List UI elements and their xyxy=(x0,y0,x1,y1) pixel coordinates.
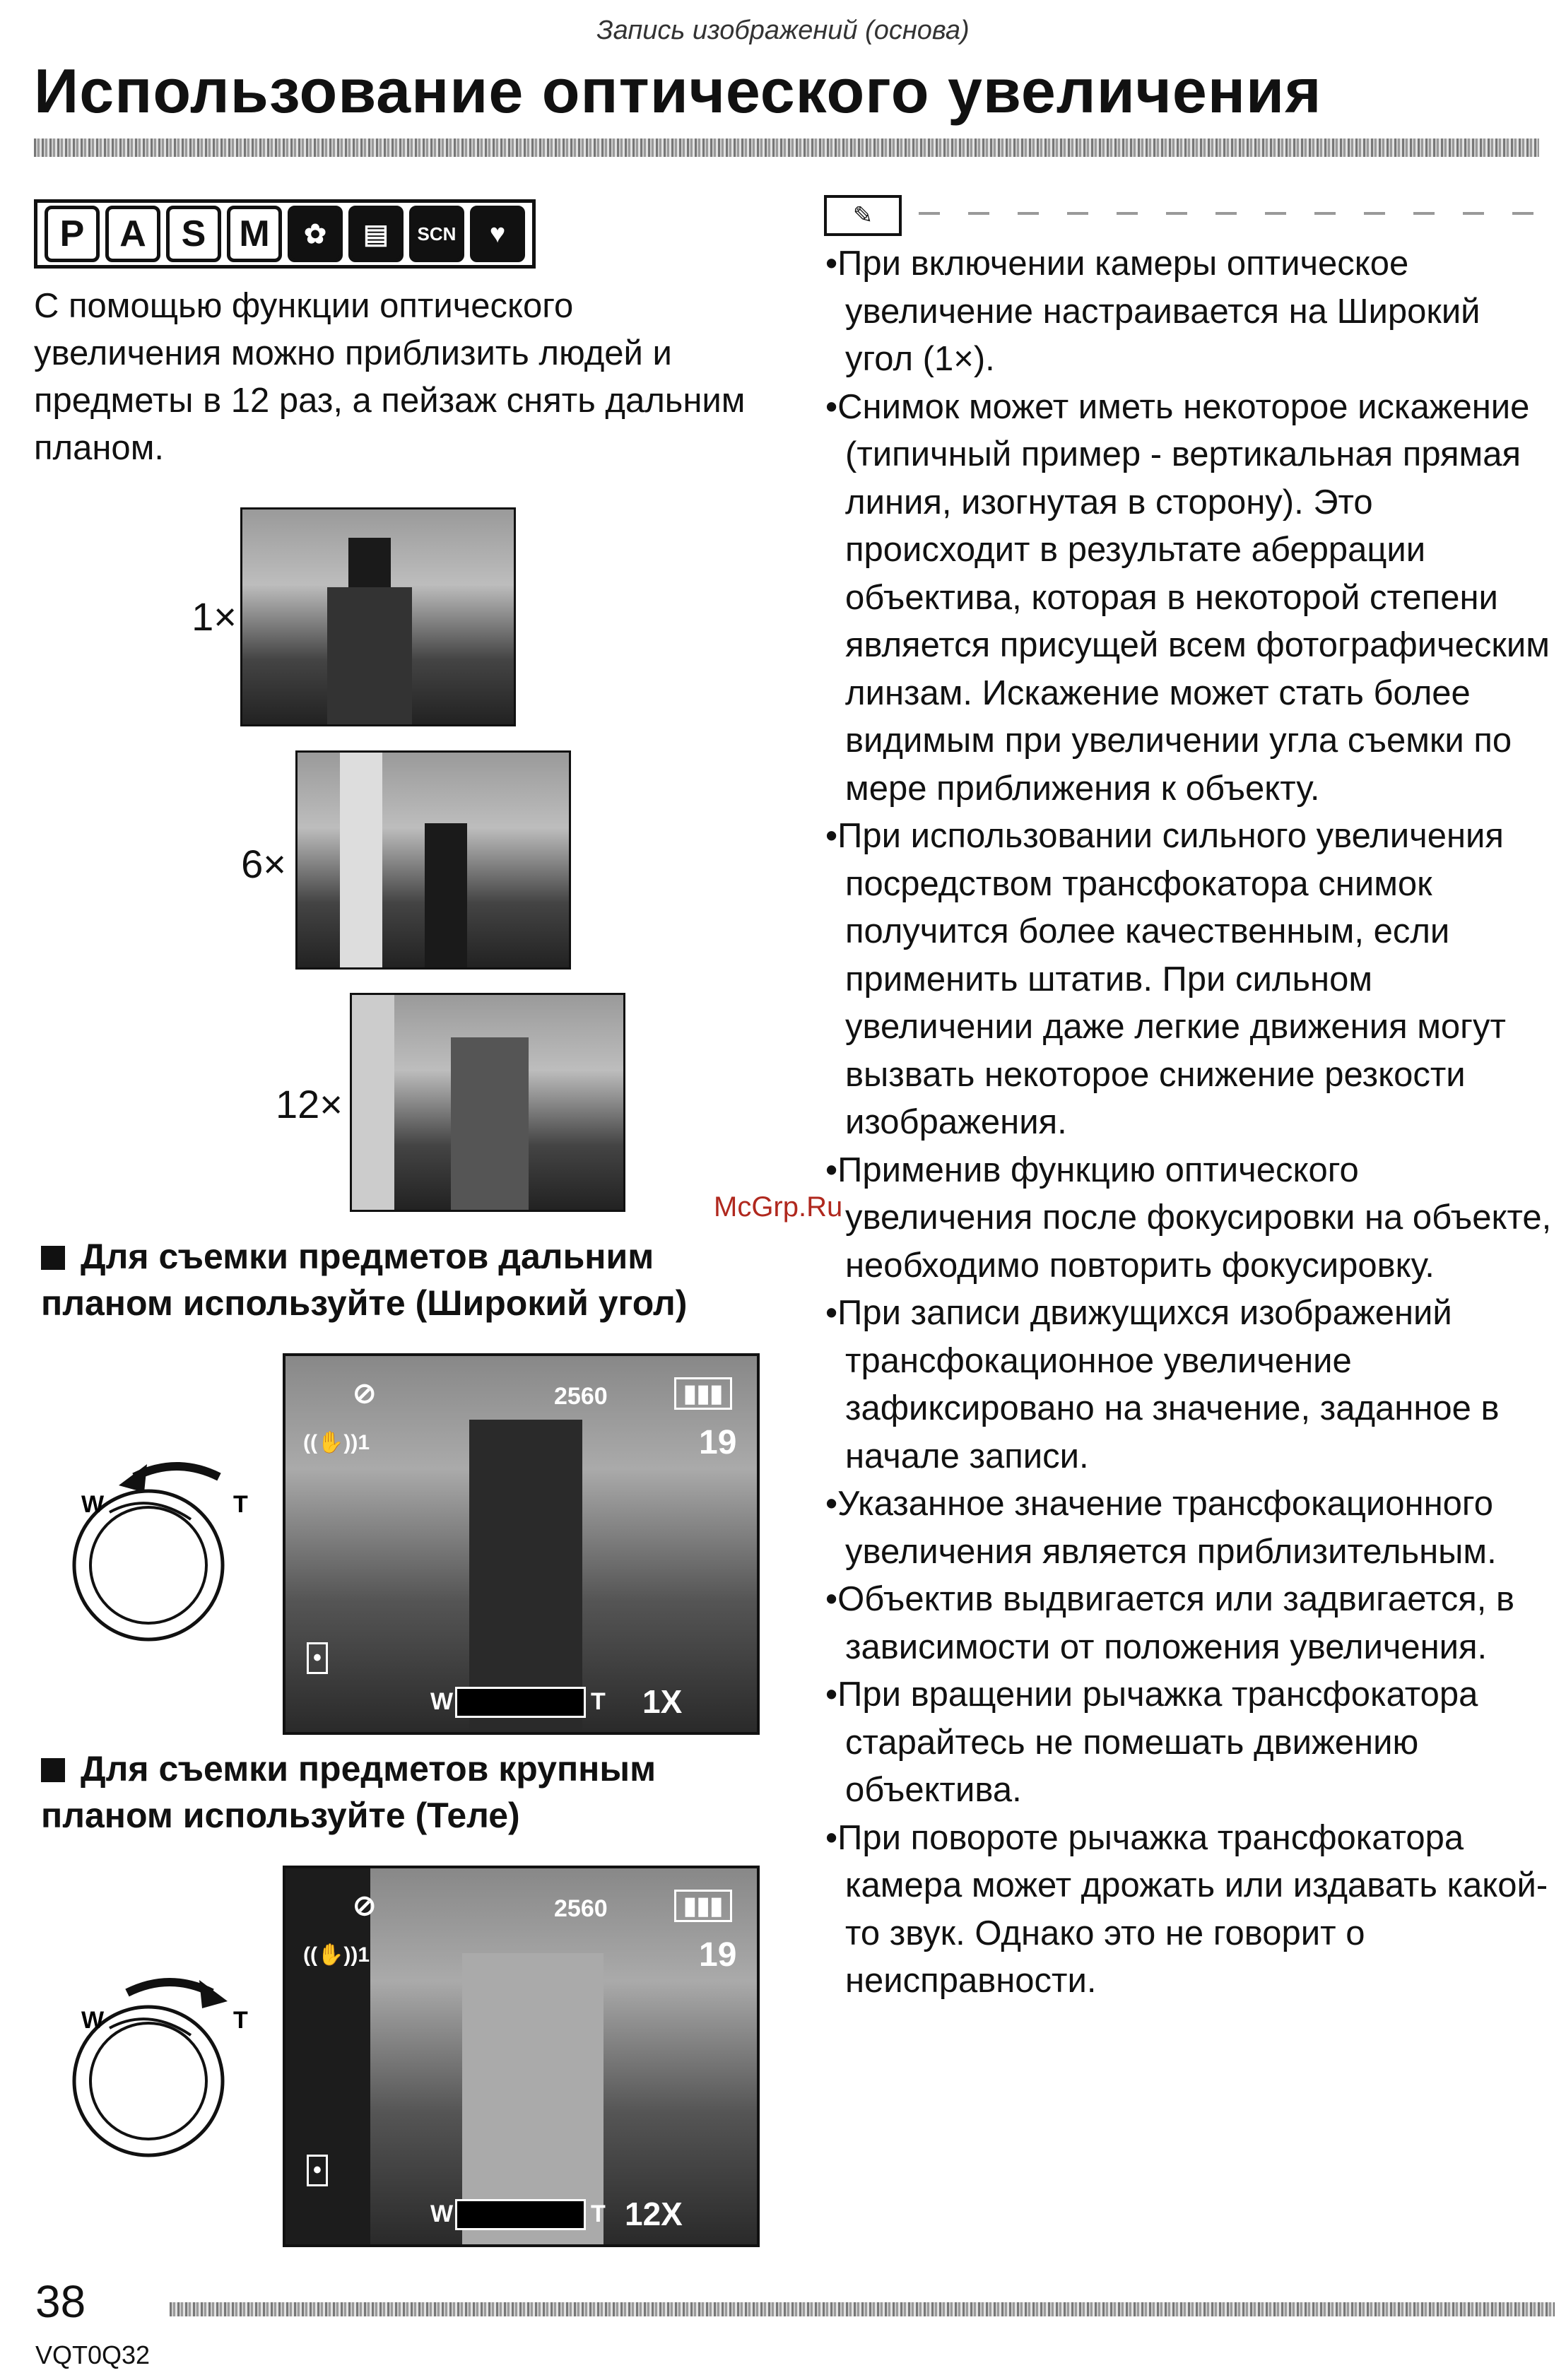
zoom-label-1x: 1× xyxy=(192,594,237,639)
notes-list xyxy=(825,240,1553,2005)
stabilizer-label: ((✋))1 xyxy=(303,1943,370,1967)
mode-s-icon: S xyxy=(166,206,221,262)
mode-icons xyxy=(34,199,536,269)
photo-6x xyxy=(295,750,571,970)
zoom-bar xyxy=(455,2199,586,2230)
svg-text:T: T xyxy=(233,1491,248,1518)
stabilizer-label: ((✋))1 xyxy=(303,1431,370,1454)
zoom-bar xyxy=(455,1687,586,1718)
bullet-square-icon xyxy=(41,1758,65,1782)
af-mode-icon: • xyxy=(307,1642,328,1674)
mode-m-icon: M xyxy=(227,206,282,262)
movie-film-icon: ▤ xyxy=(348,206,404,262)
lcd-wide xyxy=(283,1353,760,1735)
watermark: McGrp.Ru xyxy=(714,1191,843,1223)
intro-text: С помощью функции оптического увеличения можно приблизить людей и предметы в 12 раз, а пейзаж снять дальним планом. xyxy=(34,287,746,467)
note-item: •При повороте рычажка трансфокатора камера может дрожать или издавать какой-то звук. Однако это не говорит о неисправности. xyxy=(825,1818,1548,2000)
svg-text:W: W xyxy=(81,2007,105,2034)
note-item: •При записи движущихся изображений трансфокационное увеличение зафиксировано на значение, заданное в начале записи. xyxy=(825,1294,1500,1475)
zoom-lever-tele xyxy=(42,1964,254,2176)
note-item: •При использовании сильного увеличения посредством трансфокатора снимок получится более качественным, если применить штатив. При сильном увеличении даже легкие движения могут вызвать некоторое снижение резкости изображения. xyxy=(825,817,1506,1141)
page-number: 38 xyxy=(35,2276,86,2327)
memo-note-icon: ✎ xyxy=(824,195,902,236)
zoom-t-label: T xyxy=(591,1688,606,1715)
note-item: •При включении камеры оптическое увеличение настраивается на Широкий угол (1×). xyxy=(825,245,1480,378)
zoom-w-label: W xyxy=(430,1688,454,1715)
note-item: •Объектив выдвигается или задвигается, в зависимости от положения увеличения. xyxy=(825,1580,1515,1666)
battery-icon: ▮▮▮ xyxy=(674,1377,732,1410)
section-label: Запись изображений (основа) xyxy=(596,16,970,45)
zoom-w-label: W xyxy=(430,2201,454,2227)
photo-1x xyxy=(240,507,516,726)
tele-heading: Для съемки предметов крупным планом используйте (Теле) xyxy=(41,1749,657,1835)
zoom-t-label: T xyxy=(591,2201,606,2227)
title-divider xyxy=(34,139,1539,157)
svg-text:T: T xyxy=(233,2007,248,2034)
memo-divider xyxy=(919,212,1541,215)
macro-flower-icon: ✿ xyxy=(288,206,343,262)
shots-remaining: 19 xyxy=(699,1936,737,1974)
wide-heading: Для съемки предметов дальним планом используйте (Широкий угол) xyxy=(41,1237,688,1323)
note-item: •Указанное значение трансфокационного увеличения является приблизительным. xyxy=(825,1485,1497,1571)
photo-12x xyxy=(350,993,625,1212)
af-mode-icon: • xyxy=(307,2155,328,2186)
mode-p-icon: P xyxy=(45,206,100,262)
note-item: •Применив функцию оптического увеличения после фокусировки на объекте, необходимо повторить фокусировку. xyxy=(825,1150,1552,1285)
scene-scn-icon: SCN xyxy=(409,206,464,262)
resolution-label: 2560 xyxy=(554,1895,608,1922)
note-item: •При вращении рычажка трансфокатора старайтесь не помешать движению объектива. xyxy=(825,1675,1478,1809)
model-code: VQT0Q32 xyxy=(35,2340,151,2369)
zoom-value: 1X xyxy=(642,1683,683,1720)
lcd-tele xyxy=(283,1866,760,2247)
zoom-label-6x: 6× xyxy=(241,842,286,886)
flash-off-icon: ⊘ xyxy=(353,1378,377,1409)
resolution-label: 2560 xyxy=(554,1383,608,1410)
battery-icon: ▮▮▮ xyxy=(674,1890,732,1922)
flash-off-icon: ⊘ xyxy=(353,1890,377,1921)
zoom-value: 12X xyxy=(625,2196,683,2232)
zoom-label-12x: 12× xyxy=(276,1082,343,1126)
note-item: •Снимок может иметь некоторое искажение (типичный пример - вертикальная прямая линия, изогнутая в сторону). Это происходит в результате аберрации объектива, которая в некоторой степени является присущей всем фотографическим линзам. Искажение может стать более видимым при увеличении угла съемки по мере приближения к объекту. xyxy=(825,387,1550,808)
footer-divider xyxy=(170,2302,1555,2316)
shots-remaining: 19 xyxy=(699,1424,737,1461)
simple-heart-icon: ♥ xyxy=(470,206,525,262)
page-title: Использование оптического увеличения xyxy=(34,56,1322,126)
svg-text:W: W xyxy=(81,1491,105,1518)
zoom-lever-wide xyxy=(42,1449,254,1661)
mode-a-icon: A xyxy=(105,206,160,262)
bullet-square-icon xyxy=(41,1246,65,1270)
